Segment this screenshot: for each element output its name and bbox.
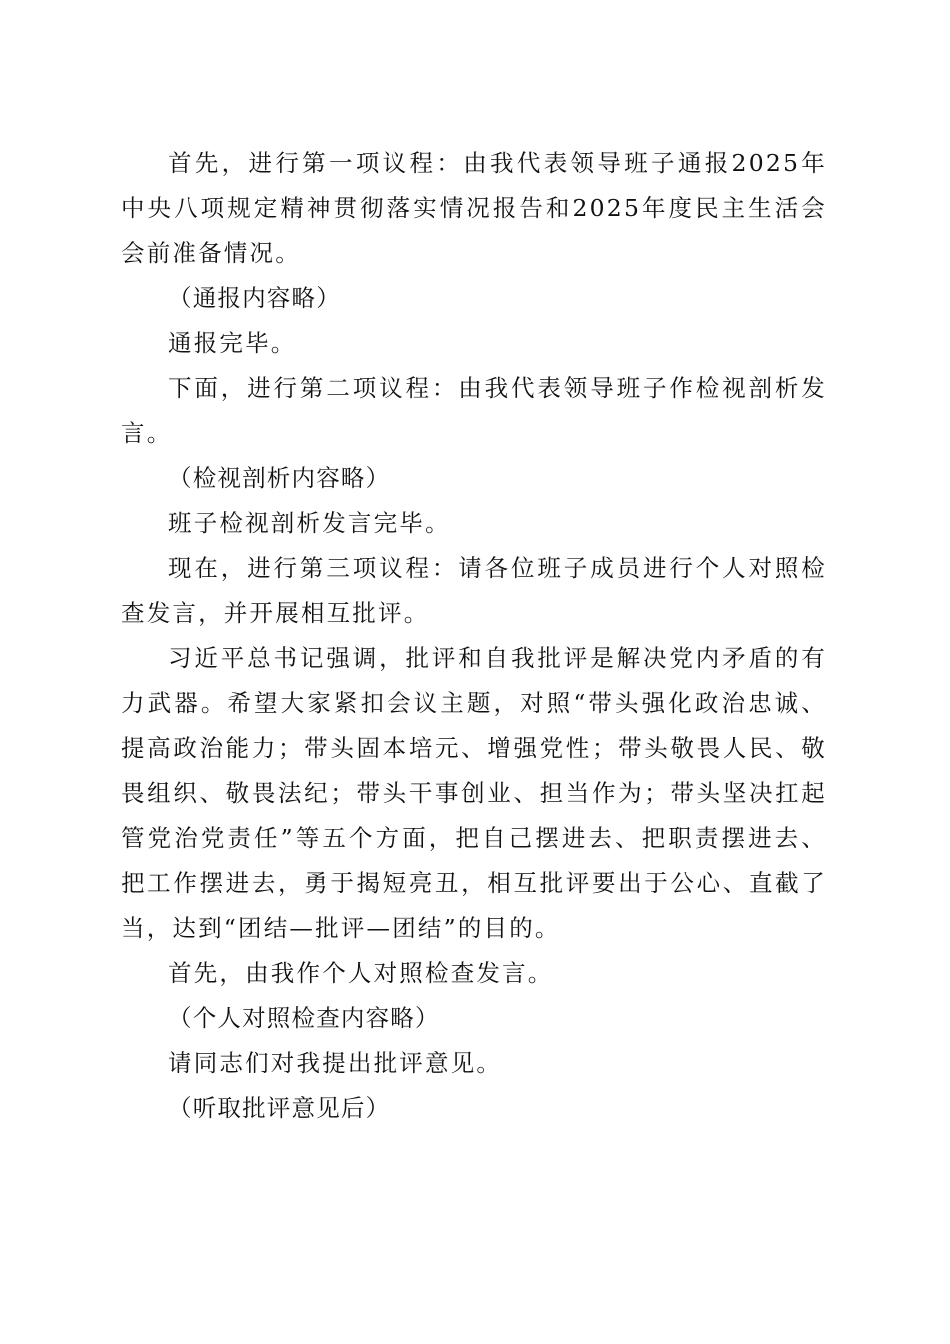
paragraph-agenda-item-3: 现在，进行第三项议程：请各位班子成员进行个人对照检查发言，并开展相互批评。 (121, 554, 827, 627)
paragraph-report-finished: 通报完毕。 (168, 329, 297, 357)
paragraph-request-criticism: 请同志们对我提出批评意见。 (168, 1049, 503, 1077)
paragraph-analysis-finished: 班子检视剖析发言完毕。 (168, 509, 451, 537)
paragraph-note-report-omitted: （通报内容略） (168, 284, 341, 312)
paragraph-note-after-criticism: （听取批评意见后） (168, 1094, 391, 1122)
document-page (121, 141, 827, 1131)
paragraph-personal-statement-intro: 首先，由我作个人对照检查发言。 (168, 959, 554, 987)
paragraph-agenda-item-1: 首先，进行第一项议程：由我代表领导班子通报2025年中央八项规定精神贯彻落实情况报告和2025年度民主生活会会前准备情况。 (121, 149, 827, 267)
paragraph-criticism-instructions: 习近平总书记强调，批评和自我批评是解决党内矛盾的有力武器。希望大家紧扣会议主题，对照“带头强化政治忠诚、提高政治能力；带头固本培元、增强党性；带头敬畏人民、敬畏组织、敬畏法纪；带头干事创业、担当作为；带头坚决扛起管党治党责任”等五个方面，把自己摆进去、把职责摆进去、把工作摆进去，勇于揭短亮丑，相互批评要出于公心、直截了当，达到“团结—批评—团结”的目的。 (121, 644, 827, 942)
paragraph-note-personal-omitted: （个人对照检查内容略） (168, 1004, 440, 1032)
paragraph-note-analysis-omitted: （检视剖析内容略） (168, 464, 391, 492)
paragraph-agenda-item-2: 下面，进行第二项议程：由我代表领导班子作检视剖析发言。 (121, 374, 827, 447)
